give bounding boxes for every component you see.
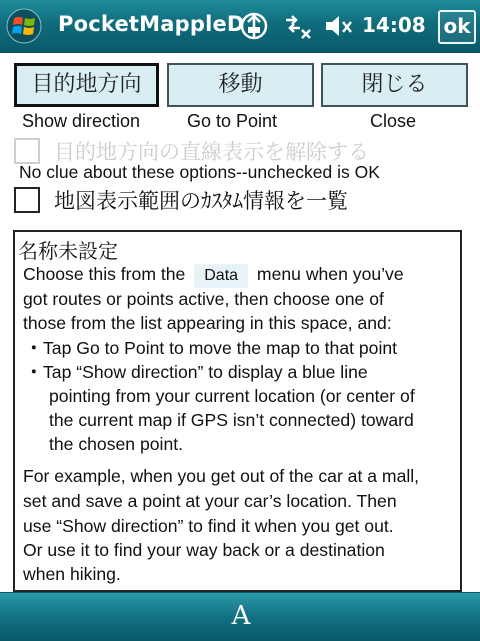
bullet-line xyxy=(25,360,368,384)
panel-title: 名称未設定 xyxy=(18,239,118,263)
bullet-text: Tap Go to Point to move the map to that point xyxy=(43,338,398,358)
body-text-segment: Choose this from the xyxy=(23,264,186,284)
move-button[interactable]: 移動 xyxy=(167,63,314,107)
body-text-segment: menu when you’ve xyxy=(256,264,404,284)
options-note: No clue about these options--unchecked is OK xyxy=(19,162,380,182)
go-to-point-annotation: Go to Point xyxy=(187,111,278,131)
body-line: got routes or points active, then choose one of xyxy=(23,289,384,309)
bullet-mark: ・ xyxy=(25,338,43,358)
windows-flag-icon[interactable] xyxy=(6,8,42,44)
network-disconnected-icon[interactable] xyxy=(282,10,314,42)
custom-info-label[interactable]: 地図表示範囲のｶｽﾀﾑ情報を一覧 xyxy=(54,189,348,213)
close-annotation: Close xyxy=(370,111,417,131)
app-title: PocketMappleD xyxy=(58,12,245,36)
keyboard-input-icon[interactable]: A xyxy=(231,601,251,631)
body-line: For example, when you get out of the car at a mall, xyxy=(23,466,420,486)
data-menu-chip: Data xyxy=(194,264,248,288)
body-line: Or use it to find your way back or a destination xyxy=(23,540,385,560)
body-line: use “Show direction” to find it when you get out. xyxy=(23,516,394,536)
gps-connectivity-icon[interactable] xyxy=(238,10,270,42)
ok-button[interactable]: ok xyxy=(438,10,476,44)
show-direction-annotation: Show direction xyxy=(22,111,141,131)
close-button[interactable]: 閉じる xyxy=(321,63,468,107)
body-line: the current map if GPS isn’t connected) toward xyxy=(49,410,414,430)
title-bar xyxy=(0,0,480,53)
speaker-muted-icon[interactable] xyxy=(322,10,354,42)
custom-info-checkbox[interactable] xyxy=(14,187,40,213)
bullet-mark: ・ xyxy=(25,362,43,382)
body-line: set and save a point at your car’s location. Then xyxy=(23,491,397,511)
bullet-text: Tap “Show direction” to display a blue line xyxy=(43,362,368,382)
body-line: those from the list appearing in this space, and: xyxy=(23,313,392,333)
body-line: when hiking. xyxy=(23,564,121,584)
clear-line-checkbox xyxy=(14,138,40,164)
clear-line-label: 目的地方向の直線表示を解除する xyxy=(54,140,369,164)
body-line: pointing from your current location (or center of xyxy=(49,386,415,406)
info-panel[interactable] xyxy=(13,230,462,592)
clock[interactable]: 14:08 xyxy=(362,13,426,37)
body-line: the chosen point. xyxy=(49,434,184,454)
bullet-line xyxy=(25,336,397,360)
show-direction-button[interactable]: 目的地方向 xyxy=(14,63,159,107)
soft-key-bar xyxy=(0,592,480,641)
body-line xyxy=(23,262,404,288)
